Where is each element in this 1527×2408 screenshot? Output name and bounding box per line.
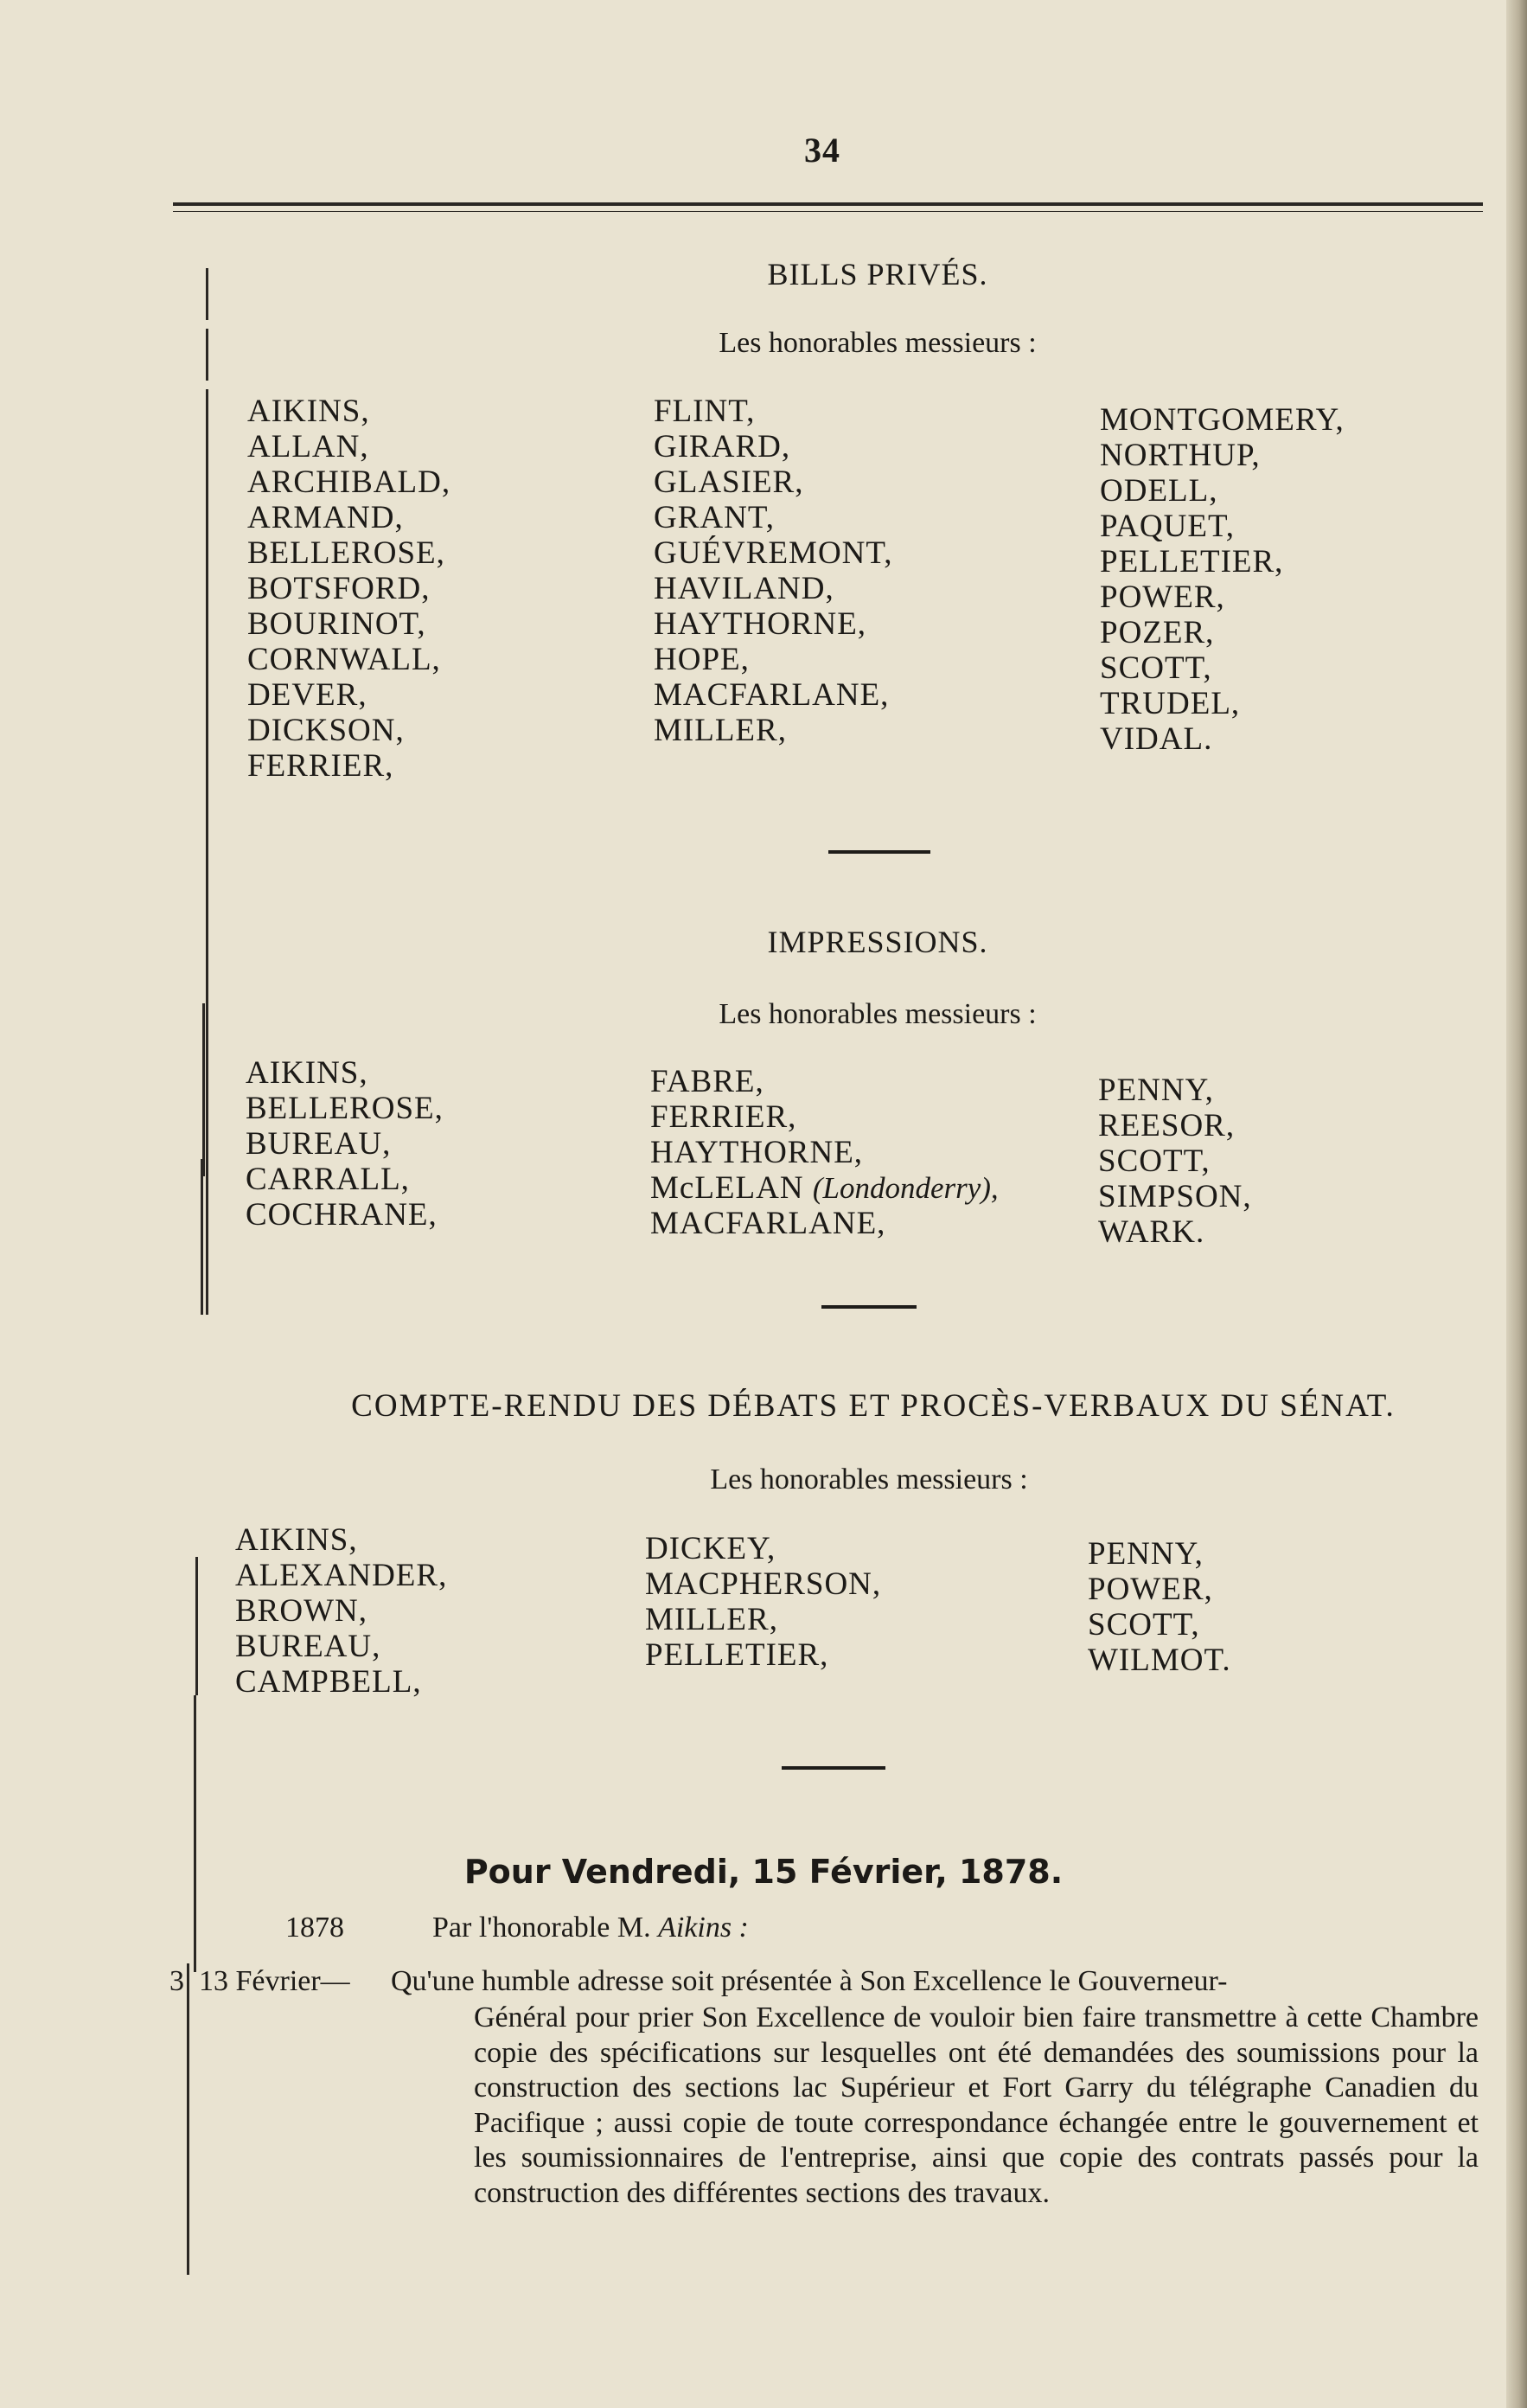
name-entry: AIKINS, [247,394,370,429]
name-entry: CARRALL, [246,1162,410,1197]
name-entry: CAMPBELL, [235,1664,422,1700]
name-entry: AIKINS, [246,1055,368,1091]
name-entry: CORNWALL, [247,642,441,677]
name-entry: HAYTHORNE, [654,606,867,642]
name-entry: MACPHERSON, [645,1566,882,1602]
name-entry: MACFARLANE, [650,1206,886,1241]
name-entry: ALLAN, [247,429,369,464]
name-entry: ARCHIBALD, [247,464,451,500]
mover-prefix: Par l'honorable M. [432,1912,659,1944]
name-entry: SCOTT, [1088,1607,1200,1643]
name-entry: GLASIER, [654,464,804,500]
name-entry: BELLEROSE, [246,1091,444,1126]
entry-text: Général pour prier Son Excellence de vouloir bien faire transmettre à cette Chambre copie des spécifications sur lesquelles ont été demandées des soumissions pour la construction des sections lac Supérieur et Fort Garry du télégraphe Canadien du Pacifique ; aussi copie de toute correspondance échangée entre le gouvernement et les soumissionnaires de l'entreprise, ainsi que copie des contrats passés pour la construction des différentes sections des travaux. [474,2001,1479,2209]
name-entry: POWER, [1100,580,1225,615]
name-entry: MONTGOMERY, [1100,402,1345,438]
name-entry: TRUDEL, [1100,686,1241,721]
name-entry: FABRE, [650,1064,764,1099]
name-entry: BELLEROSE, [247,535,445,571]
name-entry: PENNY, [1098,1073,1214,1108]
name-entry: GIRARD, [654,429,791,464]
name-entry: MILLER, [654,713,787,748]
name-entry: MILLER, [645,1602,778,1637]
name-entry: HAYTHORNE, [650,1135,864,1170]
section-subheading: Les honorables messieurs : [719,998,1037,1030]
name-entry: POZER, [1100,615,1215,650]
section-heading-impressions: IMPRESSIONS. [767,925,988,959]
name-entry: FERRIER, [650,1099,797,1135]
margin-line [201,1159,203,1315]
name-entry: DICKSON, [247,713,405,748]
section-heading-compte-rendu: COMPTE-RENDU DES DÉBATS ET PROCÈS-VERBAUX DU SÉNAT. [351,1388,1396,1424]
section-separator [782,1766,885,1770]
entry-year: 1878 [285,1912,344,1944]
section-separator [821,1305,917,1309]
name-entry-mclelan [650,1170,999,1206]
mover-name: Aikins : [658,1912,749,1944]
section-separator [828,850,930,854]
name-entry: POWER, [1088,1572,1213,1607]
name-entry: BOURINOT, [247,606,426,642]
margin-line [195,1557,198,1695]
name-entry: PAQUET, [1100,509,1236,544]
name-column-2 [645,1531,881,1673]
name-entry: GRANT, [654,500,775,535]
margin-line [206,389,208,1315]
name-entry: WILMOT. [1088,1643,1231,1678]
section-subheading: Les honorables messieurs : [719,327,1037,359]
name-entry: ODELL, [1100,473,1218,509]
name-entry: WARK. [1098,1214,1205,1250]
name-entry: FERRIER, [247,748,394,784]
name-entry: FLINT, [654,394,756,429]
name-entry: GUÉVREMONT, [654,535,893,571]
name-entry: VIDAL. [1100,721,1213,757]
name-entry: BOTSFORD, [247,571,431,606]
name-entry: NORTHUP, [1100,438,1261,473]
name-entry: BROWN, [235,1593,367,1629]
entry-mover [432,1912,749,1944]
name-column-2 [654,394,893,748]
name-column-3 [1100,402,1345,757]
name-entry: AIKINS, [235,1522,358,1558]
margin-line [194,1695,196,1972]
entry-date: 13 Février— [199,1965,350,1997]
notice-title: Pour Vendredi, 15 Février, 1878. [463,1853,1064,1891]
name-entry: BUREAU, [235,1629,381,1664]
name-entry: HOPE, [654,642,750,677]
name-column-1 [246,1055,444,1233]
name-entry: MACFARLANE, [654,677,890,713]
entry-first-line: Qu'une humble adresse soit présentée à Son Excellence le Gouverneur- [391,1965,1228,1997]
name-entry: PELLETIER, [645,1637,829,1673]
name-entry: ARMAND, [247,500,404,535]
margin-line [187,1963,189,2275]
book-spine-shadow [1506,0,1527,2408]
name-column-1 [235,1522,447,1700]
name-entry: REESOR, [1098,1108,1236,1143]
name-entry: PELLETIER, [1100,544,1284,580]
name-column-3 [1088,1536,1231,1678]
name-entry: BUREAU, [246,1126,392,1162]
section-heading-bills-prives: BILLS PRIVÉS. [767,257,988,291]
entry-number: 3 [169,1965,184,1997]
riding-note: (Londonderry), [812,1171,999,1205]
name-entry: SIMPSON, [1098,1179,1252,1214]
header-rule-thin [173,211,1483,212]
name-entry: SCOTT, [1098,1143,1211,1179]
name-entry: HAVILAND, [654,571,834,606]
name-column-2 [650,1064,999,1241]
section-subheading: Les honorables messieurs : [710,1463,1028,1495]
name-entry: COCHRANE, [246,1197,438,1233]
name-entry: ALEXANDER, [235,1558,448,1593]
page-number: 34 [804,131,840,170]
name-column-1 [247,394,450,784]
name-entry: SCOTT, [1100,650,1212,686]
name-entry: DICKEY, [645,1531,776,1566]
name-entry: DEVER, [247,677,367,713]
header-rule [173,202,1483,206]
name-text: McLELAN [650,1170,804,1206]
name-entry: PENNY, [1088,1536,1204,1572]
name-column-3 [1098,1073,1252,1250]
